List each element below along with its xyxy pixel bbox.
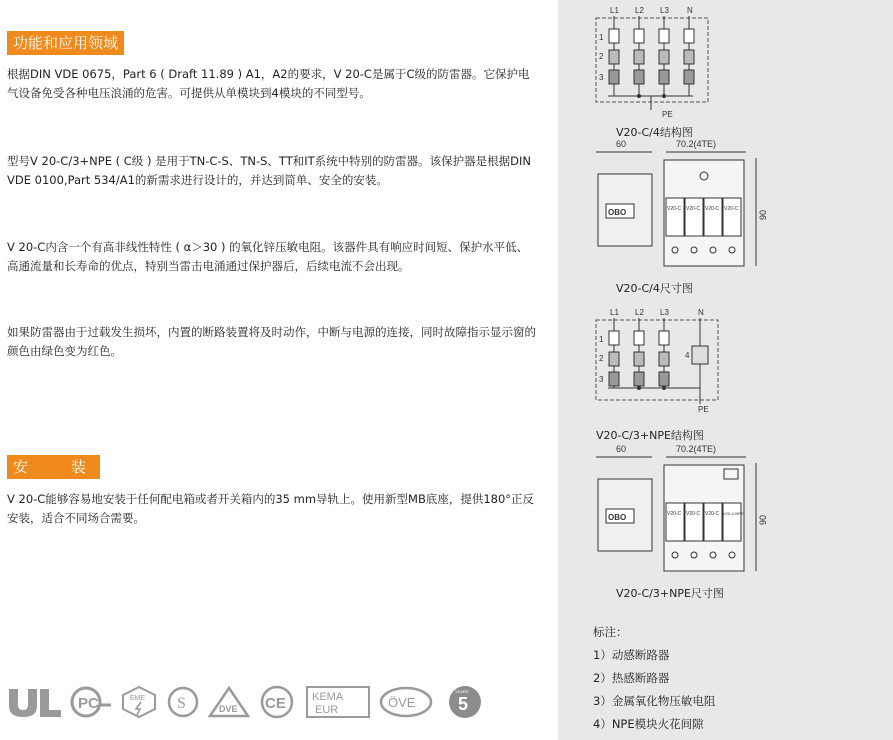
note-item: 1）动感断路器 [593,648,670,662]
pc-text: PC [78,695,99,712]
v20c-npe-wiring-diagram [588,306,728,422]
label-l1: L1 [610,6,619,15]
eme-text: EME [130,695,146,702]
eme-logo-icon [119,685,159,719]
right-column [558,0,893,740]
fig4-caption: V20-C/3+NPE尺寸图 [616,587,724,600]
ul-text: UL [7,685,9,686]
ove-text: ÖVE [388,695,416,710]
npe-module-label-1: V20-C [667,511,682,517]
kema-logo-icon [305,685,371,719]
npe-dim-90: 90 [758,514,768,525]
label-l3: L3 [660,6,669,15]
dve-logo-icon [207,685,251,719]
note-item: 2）热感断路器 [593,671,670,685]
v20c4-wiring-diagram [588,4,718,120]
label-1: 1 [599,33,604,42]
ul-logo-icon [7,685,65,719]
fig3-caption: V20-C/3+NPE结构图 [596,429,704,442]
paragraph-standard: 根据DIN VDE 0675，Part 6 ( Draft 11.89 ) A1，A2的要求，V 20-C是属于C级的防雷器。它保护电气设备免受各种电压浪涌的危害。可提供从单模块到4模块的不同型号。 [7,67,530,100]
paragraph-install: V 20-C能够容易地安装于任何配电箱或者开关箱内的35 mm导轨上。使用新型MB底座，提供180°正反安装，适合不同场合需要。 [7,492,535,525]
section-title-install: 安 装 [7,455,100,479]
section-title-function: 功能和应用领域 [7,31,124,55]
ce-logo-icon [257,685,297,719]
npe-label-1: 1 [599,335,604,344]
certification-logos [7,683,527,723]
notes-title: 标注： [593,625,628,639]
npe-label-4: 4 [685,351,690,360]
five-years-badge-icon [441,685,489,719]
paragraph-varistor: V 20-C内含一个有高非线性特性 ( α＞30 ) 的氧化锌压敏电阻。该器件具有响应时间短、保护水平低、高通流量和长寿命的优点，特别当雷击电涌通过保护器后，后续电流不会出现。 [7,240,529,273]
npe-dim-70: 70.2(4TE) [676,444,717,454]
fig1-caption: V20-C/4结构图 [616,126,693,139]
npe-dim-60: 60 [616,444,627,454]
note-item: 3）金属氧化物压敏电阻 [593,694,716,708]
dve-text: DVE [219,704,238,714]
module-label-2: V20-C [686,206,701,212]
five-text: 5 [458,694,469,714]
ce-text: CE [265,695,286,712]
npe-module-label-2: V20-C [686,511,701,517]
dim-90: 90 [758,209,768,220]
paragraph-npe: 型号V 20-C/3+NPE ( C级 ) 是用于TN-C-S、TN-S、TT和IT系统中特别的防雷器。该保护器是根据DIN VDE 0100,Part 534/A1的新需求进行设计的，并达到简单、安全的安装。 [7,154,532,187]
npe-label-l3: L3 [660,308,669,317]
module-label-3: V20-C [705,206,720,212]
s-text: S [177,695,186,712]
note-item: 4）NPE模块火花间隙 [593,717,704,731]
years-text: YEARS [455,689,469,694]
obo-label-2: OBO [608,513,627,522]
label-2: 2 [599,52,604,61]
v20c-npe-dimension-drawing [588,443,788,579]
label-l2: L2 [635,6,644,15]
npe-label-pe: PE [698,405,709,414]
npe-label-l2: L2 [635,308,644,317]
npe-module-label-3: V20-C [705,511,720,517]
npe-label-2: 2 [599,354,604,363]
npe-label-3: 3 [599,375,604,384]
label-n: N [687,6,693,15]
obo-label-1: OBO [608,208,627,217]
ove-logo-icon [379,685,433,719]
label-pe: PE [662,110,673,119]
fig2-caption: V20-C/4尺寸图 [616,282,693,295]
v20c4-dimension-drawing [588,138,788,274]
kema-text: KEMA [312,691,344,703]
npe-module-label-4: V20-C/NPE [723,511,744,516]
module-label-4: V20-C [724,206,739,212]
dim-60: 60 [616,139,627,149]
pc-logo-icon [69,685,113,719]
label-3: 3 [599,73,604,82]
npe-label-n: N [698,308,704,317]
s-mark-icon [165,685,201,719]
npe-label-l1: L1 [610,308,619,317]
dim-70: 70.2(4TE) [676,139,717,149]
paragraph-disconnect: 如果防雷器由于过载发生损坏，内置的断路装置将及时动作，中断与电源的连接，同时故障指示显示窗的颜色由绿色变为红色。 [7,325,536,358]
kema-eur-text: EUR [315,704,339,716]
module-label-1: V20-C [667,206,682,212]
